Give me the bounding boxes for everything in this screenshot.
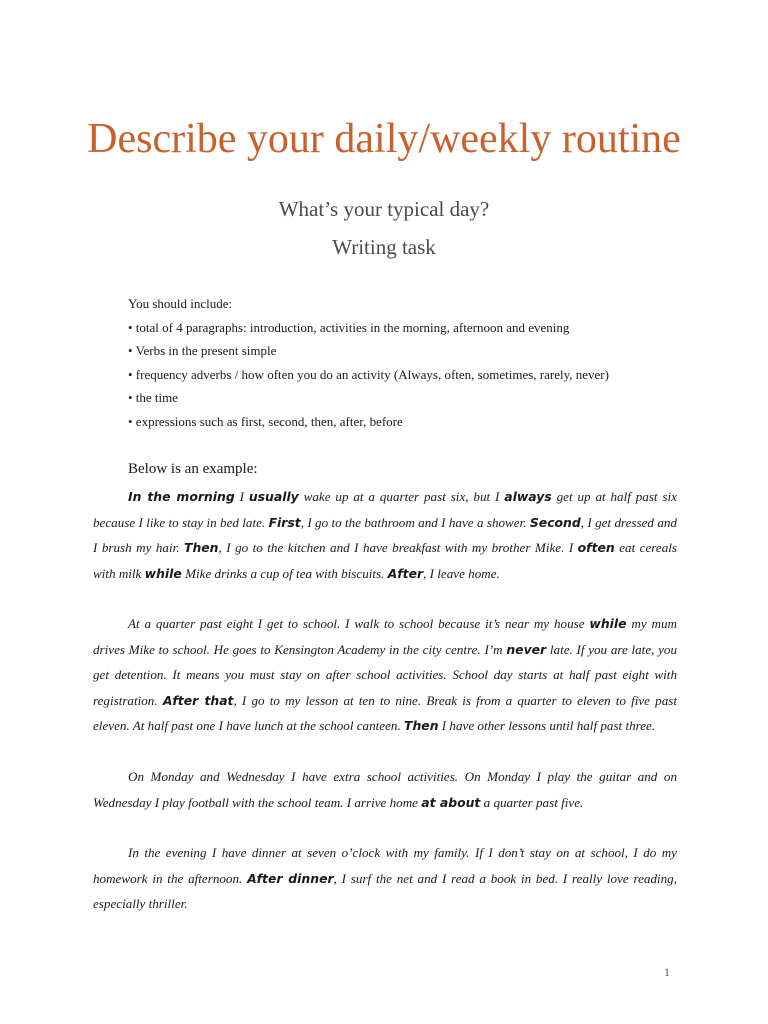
emphasized-phrase: never — [506, 641, 547, 657]
emphasized-phrase: After that — [162, 692, 234, 708]
emphasized-phrase: while — [589, 616, 627, 631]
emphasized-phrase: After dinner — [247, 870, 334, 886]
include-item: • frequency adverbs / how often you do an activity (Always, often, sometimes, rarely, never) — [128, 366, 609, 382]
include-item: • the time — [128, 390, 179, 405]
example-paragraph-school: At a quarter past eight I get to school. I walk to school because it’s near my house while my mum drives Mike to school. He goes to Kensington Academy in the city centre. I’m never late. If you are late, you get detention. It means you must stay on after school activities. School day starts at half past eight with registration. After that, I go to my lesson at ten to nine. Break is from a quarter to eleven to five past eleven. At half past one I have lunch at the school canteen. Then I have other lessons until half past three. — [93, 616, 678, 733]
example-paragraph-morning: In the morning I usually wake up at a quarter past six, but I always get up at half past six because I like to stay in bed late. First, I go to the bathroom and I have a shower. Second, I get dressed and I brush my hair. Then, I go to the kitchen and I have breakfast with my brother Mike. I often eat cereals with milk while Mike drinks a cup of tea with biscuits. After, I leave home. — [93, 489, 677, 581]
emphasized-phrase: After — [387, 565, 424, 581]
emphasized-phrase: usually — [248, 489, 299, 504]
include-section — [128, 294, 688, 435]
example-paragraph-weekly: On Monday and Wednesday I have extra school activities. On Monday I play the guitar and on Wednesday I play football with the school team. I arrive home at about a quarter past five. — [93, 769, 677, 810]
example-paragraph-evening: In the evening I have dinner at seven o’clock with my family. If I don’t stay on at school, I do my homework in the afternoon. After dinner, I surf the net and I read a book in bed. I really love reading, especially thriller. — [93, 845, 677, 911]
include-item: • expressions such as first, second, then, after, before — [128, 413, 403, 429]
include-item: • total of 4 paragraphs: introduction, activities in the morning, afternoon and evening — [128, 319, 570, 335]
example-label: Below is an example: — [128, 461, 258, 477]
emphasized-phrase: Second — [529, 514, 581, 530]
task-label: Writing task — [332, 235, 436, 259]
emphasized-phrase: First — [268, 514, 301, 530]
emphasized-phrase: Then — [404, 718, 439, 733]
emphasized-phrase: In the morning — [128, 489, 235, 504]
emphasized-phrase: often — [577, 540, 615, 555]
emphasized-phrase: while — [144, 565, 182, 581]
emphasized-phrase: at about — [421, 794, 481, 810]
emphasized-phrase: Then — [184, 540, 219, 555]
document-title: Describe your daily/weekly routine — [87, 116, 681, 162]
include-item: • Verbs in the present simple — [128, 343, 277, 358]
document-subtitle: What’s your typical day? — [278, 197, 490, 221]
include-heading: You should include: — [128, 296, 233, 311]
emphasized-phrase: always — [504, 489, 552, 504]
page-number: 1 — [664, 965, 670, 979]
